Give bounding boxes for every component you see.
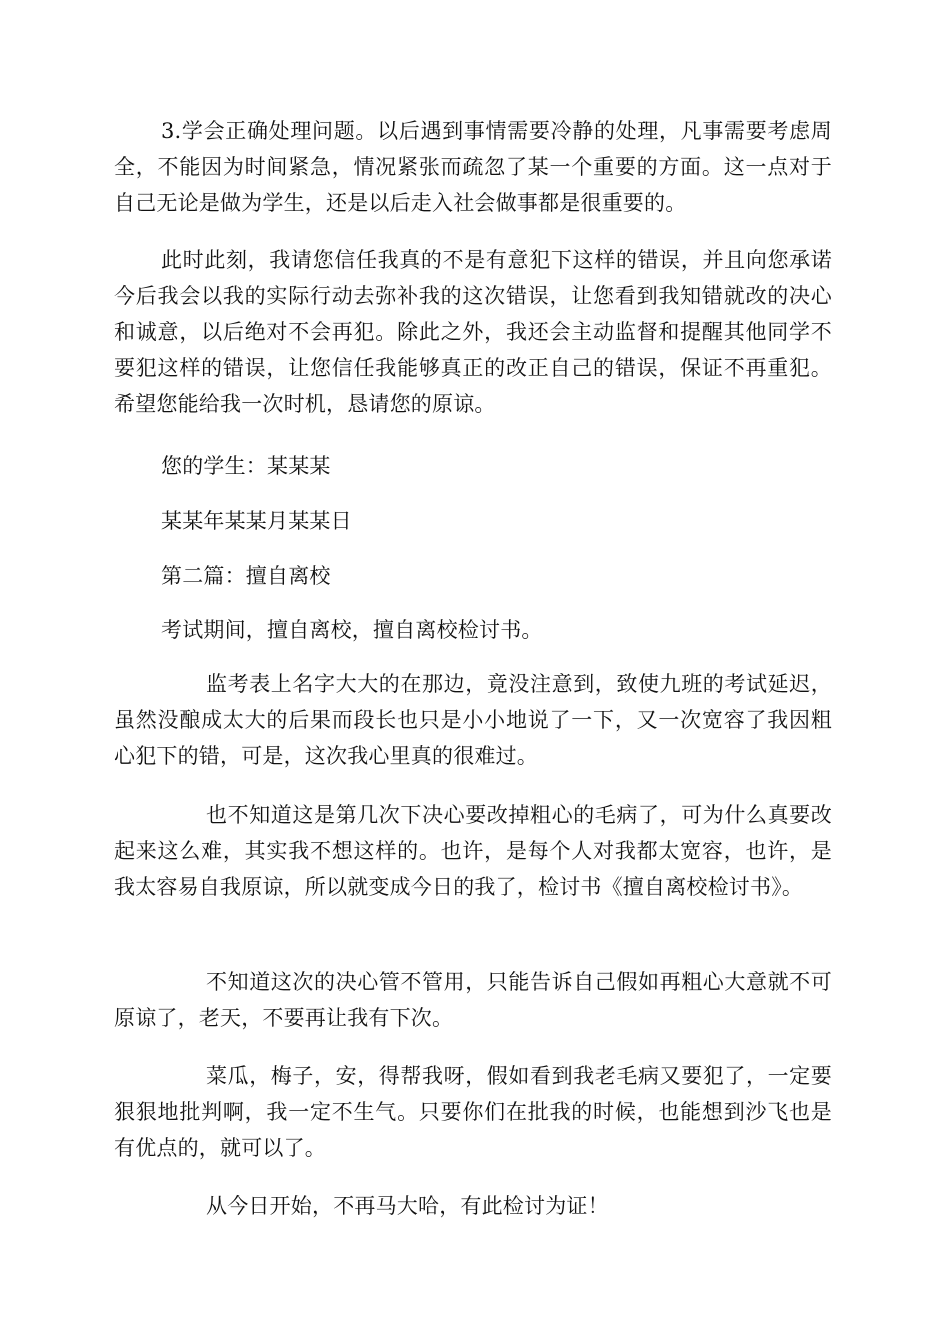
section-intro: 考试期间，擅自离校，擅自离校检讨书。 xyxy=(161,618,543,642)
date-line: 某某年某某月某某日 xyxy=(161,509,352,533)
paragraph-friends: 菜瓜，梅子，安，得帮我呀，假如看到我老毛病又要犯了，一定要狠狠地批判啊，我一定不生气。只要你们在批我的时候，也能想到沙飞也是有优点的，就可以了。 xyxy=(114,1064,832,1160)
paragraph-handle-problems: 3.学会正确处理问题。以后遇到事情需要冷静的处理，凡事需要考虑周全，不能因为时间紧急，情况紧张而疏忽了某一个重要的方面。这一点对于自己无论是做为学生，还是以后走入社会做事都是很重要的。 xyxy=(114,119,832,215)
paragraph-promise: 此时此刻，我请您信任我真的不是有意犯下这样的错误，并且向您承诺今后我会以我的实际行动去弥补我的这次错误，让您看到我知错就改的决心和诚意，以后绝对不会再犯。除此之外，我还会主动监督和提醒其他同学不要犯这样的错误，让您信任我能够真正的改正自己的错误，保证不再重犯。希望您能给我一次时机，恳请您的原谅。 xyxy=(114,248,832,416)
paragraph-closing: 从今日开始，不再马大哈，有此检讨为证！ xyxy=(206,1194,609,1218)
paragraph-exam-delay: 监考表上名字大大的在那边，竟没注意到，致使九班的考试延迟，虽然没酿成太大的后果而段长也只是小小地说了一下，又一次宽容了我因粗心犯下的错，可是，这次我心里真的很难过。 xyxy=(114,672,832,768)
section-heading: 第二篇：擅自离校 xyxy=(161,564,331,588)
signature-line: 您的学生：某某某 xyxy=(161,454,331,478)
paragraph-resolve: 不知道这次的决心管不管用，只能告诉自己假如再粗心大意就不可原谅了，老天，不要再让我有下次。 xyxy=(114,970,832,1030)
paragraph-carelessness: 也不知道这是第几次下决心要改掉粗心的毛病了，可为什么真要改起来这么难，其实我不想这样的。也许，是每个人对我都太宽容，也许，是我太容易自我原谅，所以就变成今日的我了，检讨书《擅自离校检讨书》。 xyxy=(114,803,832,899)
